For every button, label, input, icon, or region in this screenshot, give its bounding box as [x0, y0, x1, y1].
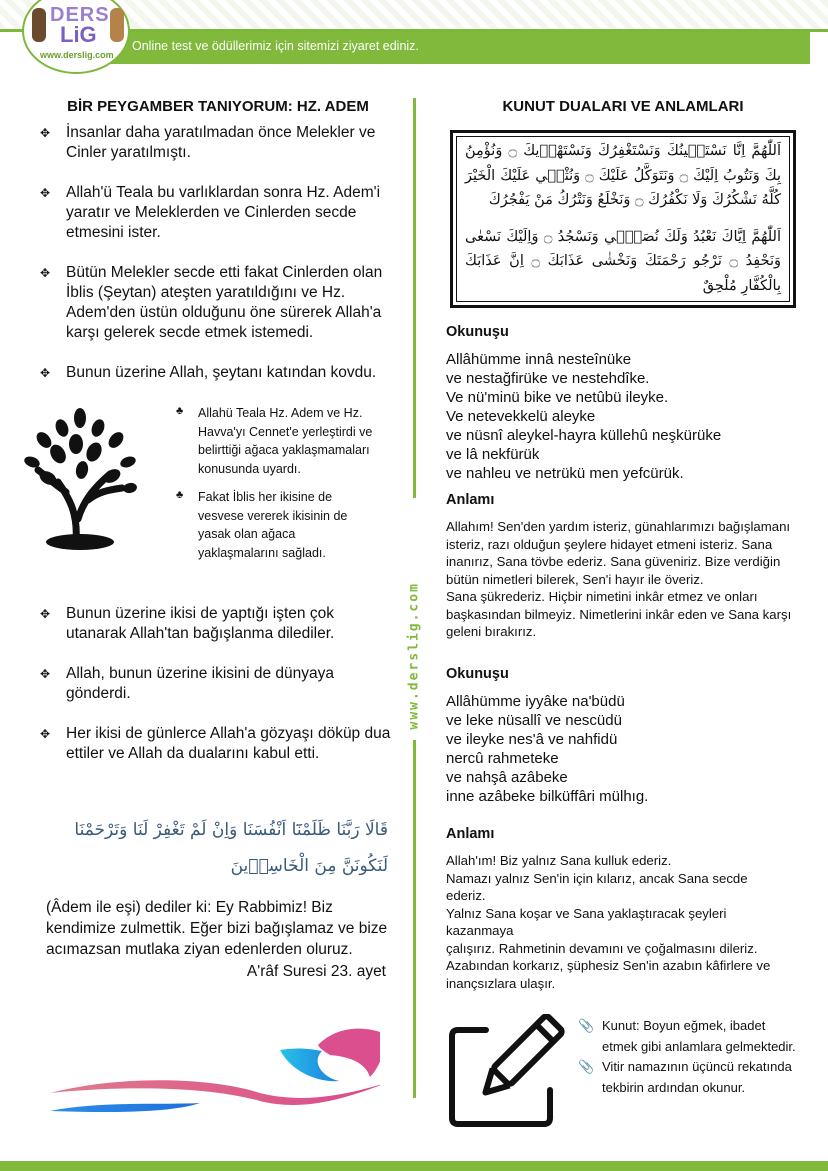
- kunut-arabic-box: [450, 130, 796, 308]
- tree-section: [18, 404, 398, 594]
- vertical-url[interactable]: [404, 582, 424, 732]
- ayet-arabic: قَالَا رَبَّنَا ظَلَمْنَٓا اَنْفُسَنَا وَاِنْ لَمْ تَغْفِرْ لَنَا وَتَرْحَمْنَا لَنَكُونَنَّ مِنَ الْخَاسِر۪ينَ: [74, 820, 388, 876]
- section-heading-okunusu-1: Okunuşu: [446, 324, 509, 340]
- header-banner[interactable]: [90, 32, 810, 64]
- tree-note: ♣ Allahü Teala Hz. Adem ve Hz. Havva'yı Cennet'e yerleştirdi ve belirttiği ağaca yaklaşmamaları konusunda uyardı.: [176, 404, 376, 478]
- anlami-2-text: Allah'ım! Biz yalnız Sana kulluk ederiz. Namazı yalnız Sen'in için kılarız, ancak Sana secde ederiz. Yalnız Sana koşar ve Sana yaklaştıracak şeyleri kazanmaya çalışırız. Rahmetinin devamını ve çoğalmasını dileriz. Azabından korkarız, şüphesiz Sen'in azabın kâfirlere ve inançsızlara ulaşır.: [446, 853, 771, 991]
- diamond-bullet-icon: ✥: [40, 607, 51, 621]
- kunut-dua-2: اَللّٰهُمَّ اِيَّاكَ نَعْبُدُ وَلَكَ نُصَلّ۪ي وَنَسْجُدُ ۝ وَاِلَيْكَ نَسْعٰى وَنَحْفِدُ ۝ نَرْجُو رَحْمَتَكَ وَنَخْشٰى عَذَابَكَ ۝ اِنَّ عَذَابَكَ بِالْكُفَّارِ مُلْحِقٌ: [465, 228, 782, 294]
- bullet-item: ✥ Allah'ü Teala bu varlıklardan sonra Hz. Adem'i yaratır ve Meleklerden ve Cinlerden secde etmesini ister.: [40, 184, 381, 241]
- tree-note: ♣ Fakat İblis her ikisine de vesvese vererek ikisinin de yasak olan ağaca yaklaşmalarını sağladı.: [176, 488, 376, 562]
- left-title: BİR PEYGAMBER TANIYORUM: HZ. ADEM: [67, 98, 369, 115]
- bullet-item: ✥ Bütün Melekler secde etti fakat Cinlerden olan İblis (Şeytan) ateşten yaratıldığını ve Hz. Adem'den üstün olduğunu öne sürerek Allah'a karşı gelerek secde etmek istemedi.: [40, 264, 383, 341]
- banner-text: Online test ve ödüllerimiz için sitemizi ziyaret ediniz.: [132, 39, 419, 53]
- section-heading-anlami-2: Anlamı: [446, 826, 495, 842]
- right-column: [446, 98, 800, 294]
- diamond-bullet-icon: ✥: [40, 126, 51, 140]
- diamond-bullet-icon: ✥: [40, 266, 51, 280]
- story-bullets-2: [38, 604, 398, 764]
- bullet-item: ✥ Allah, bunun üzerine ikisini de dünyaya gönderdi.: [40, 665, 334, 702]
- bullet-item: ✥ Bunun üzerine Allah, şeytanı katından kovdu.: [40, 364, 377, 381]
- bullet-item: ✥ Bunun üzerine ikisi de yaptığı işten çok utanarak Allah'tan bağışlanma dilediler.: [40, 605, 335, 642]
- paperclip-icon: 📎: [578, 1059, 595, 1074]
- bullet-item: ✥ Her ikisi de günlerce Allah'a gözyaşı döküp dua ettiler ve Allah da dualarını kabul etti.: [40, 725, 391, 762]
- footer-bar: [0, 1161, 828, 1171]
- kunut-dua-1: اَللّٰهُمَّ اِنَّا نَسْتَع۪ينُكَ وَنَسْتَغْفِرُكَ وَنَسْتَهْد۪يكَ ۝ وَنُؤْمِنُ بِكَ وَنَتُوبُ اِلَيْكَ ۝ وَنَتَوَكَّلُ عَلَيْكَ ۝ وَنُثْن۪ي عَلَيْكَ الْخَيْرَ كُلَّهُ نَشْكُرُكَ وَلَا نَكْفُرُكَ ۝ وَنَخْلَعُ وَنَتْرُكُ مَنْ يَفْجُرُكَ: [465, 143, 781, 208]
- vertical-url-text: www.derslig.com: [406, 582, 422, 730]
- okunusu-2-lines: Allâhümme iyyâke na'büdü ve leke nüsallî ve nescüdü ve ileyke nes'â ve nahfidü nercû rahmeteke ve nahşâ azâbeke inne azâbeke bilküffâri mülhıg.: [446, 693, 649, 805]
- kunut-arabic-text: [456, 136, 790, 302]
- ayet-translation: (Âdem ile eşi) dediler ki: Ey Rabbimiz! Biz kendimize zulmettik. Eğer bizi bağışlamaz ve bize acımazsan mutlaka ziyan edenlerden oluruz.: [46, 899, 388, 958]
- story-bullets: [38, 123, 398, 383]
- logo-bottom-text: LiG: [60, 22, 97, 47]
- small-tree-icon: ♣: [176, 405, 184, 417]
- anlami-1-text: Allahım! Sen'den yardım isteriz, günahlarımızı bağışlamanı isteriz, razı olduğun şeylere hidayet etmeni isteriz. Sana inanırız, Sana tövbe ederiz. Sana güveniriz. Bize verdiğin bütün nimetleri bilerek, Sen'i hayır ile överiz. Sana şükrederiz. Hiçbir nimetini inkâr etmez ve onları başkasından bilmeyiz. Nimetlerini inkâr eden ve Sana karşı geleni bırakırız.: [446, 519, 792, 639]
- column-divider: [413, 98, 416, 498]
- kunut-note: 📎 Vitir namazının üçüncü rekatında tekbirin ardından okunur.: [578, 1059, 792, 1095]
- small-tree-icon: ♣: [176, 489, 184, 501]
- section-heading-anlami-1: Anlamı: [446, 492, 495, 508]
- ayet-reference: A'râf Suresi 23. ayet: [246, 963, 386, 980]
- left-column: [38, 98, 398, 403]
- tree-icon: [18, 404, 148, 554]
- kunut-note: 📎 Kunut: Boyun eğmek, ibadet etmek gibi anlamlara gelmektedir.: [578, 1018, 796, 1054]
- diamond-bullet-icon: ✥: [40, 727, 51, 741]
- bullet-item: ✥ İnsanlar daha yaratılmadan önce Melekler ve Cinler yaratılmıştı.: [40, 124, 376, 161]
- right-title: KUNUT DUALARI VE ANLAMLARI: [502, 98, 744, 115]
- left-column-continued: [38, 604, 398, 784]
- okunusu-1-lines: Allâhümme innâ nesteînüke ve nestağfirüke ve nestehdîke. Ve nü'minü bike ve netûbü ileyke. Ve netevekkelü aleyke ve nüsnî aleykel-hayra küllehû neşkürüke ve lâ nekfürük ve nahleu ve netrükü men yefcürük.: [446, 351, 722, 482]
- logo-top-text: DERS: [50, 4, 110, 26]
- column-divider: [413, 740, 416, 1098]
- diamond-bullet-icon: ✥: [40, 186, 51, 200]
- diamond-bullet-icon: ✥: [40, 366, 51, 380]
- paperclip-icon: 📎: [578, 1018, 595, 1033]
- kunut-notes: [578, 1016, 798, 1098]
- section-heading-okunusu-2: Okunuşu: [446, 666, 509, 682]
- swoosh-decoration-icon: [40, 1005, 380, 1115]
- boy-character-icon: [32, 8, 46, 42]
- logo-url: www.derslig.com: [40, 50, 114, 60]
- girl-character-icon: [110, 8, 124, 42]
- edit-pencil-icon: [446, 1014, 566, 1132]
- tree-notes: [176, 404, 376, 572]
- diamond-bullet-icon: ✥: [40, 667, 51, 681]
